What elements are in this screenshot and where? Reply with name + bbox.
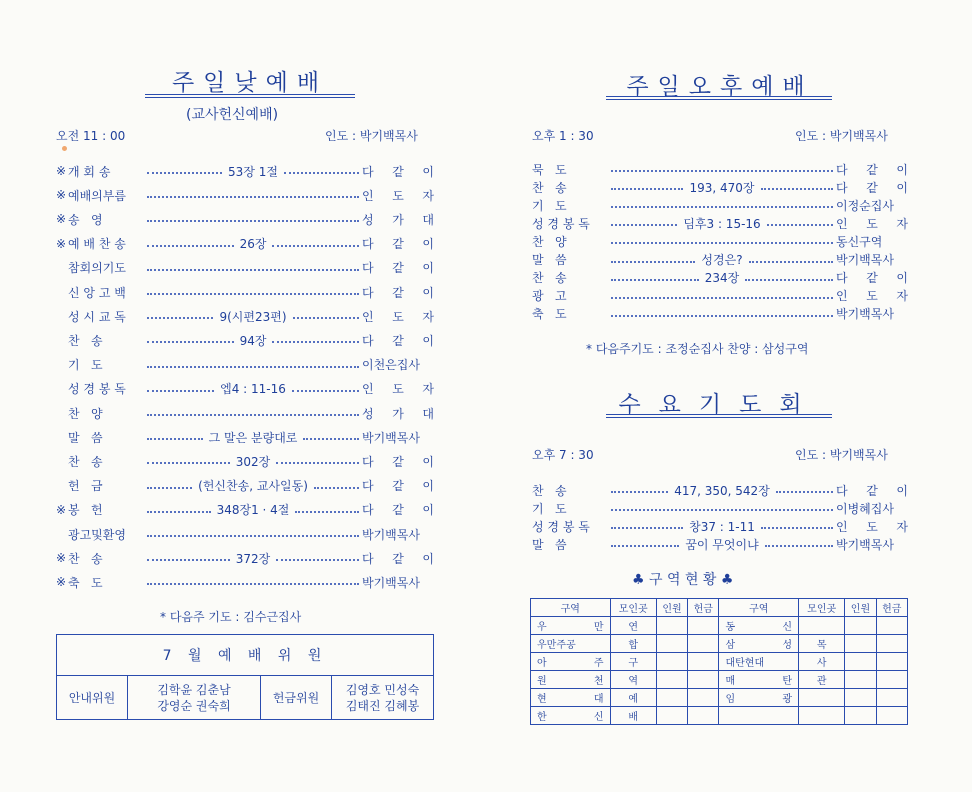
leader-dots xyxy=(761,527,833,529)
leader-dots xyxy=(147,293,359,295)
order-label: 찬 송 xyxy=(68,454,103,469)
order-label: 말 씀 xyxy=(532,537,567,552)
leader-dots xyxy=(147,196,359,198)
order-row xyxy=(56,549,434,567)
district-cell xyxy=(845,707,876,725)
pm-next-note: * 다음주기도 : 조정순집사 찬양 : 삼성구역 xyxy=(586,342,809,356)
leader-dots xyxy=(147,390,214,392)
leader-dots xyxy=(314,487,359,489)
order-label: 찬 송 xyxy=(68,333,103,348)
required-mark: ※ xyxy=(56,188,67,203)
order-label: 성 경 봉 독 xyxy=(532,519,590,534)
order-detail: (헌신찬송, 교사일동) xyxy=(198,479,308,494)
leader-dots xyxy=(147,317,213,319)
leader-dots xyxy=(147,269,359,271)
order-person: 다 같 이 xyxy=(362,261,434,276)
order-label: 찬 양 xyxy=(532,234,567,249)
order-person: 이병혜집사 xyxy=(836,501,894,516)
left-subtitle: (교사헌신예배) xyxy=(186,107,279,123)
leader-dots xyxy=(611,224,677,226)
order-row xyxy=(56,573,434,591)
order-person: 다 같 이 xyxy=(836,180,908,195)
district-cell: 목 xyxy=(799,635,845,653)
leader-dots xyxy=(303,438,359,440)
order-label: 예배의부름 xyxy=(68,188,126,203)
district-cell xyxy=(656,635,687,653)
wed-leader: 인도 : 박기백목사 xyxy=(795,448,888,462)
order-label: 헌 금 xyxy=(68,479,103,494)
order-label: 봉 헌 xyxy=(68,503,103,518)
order-label: 말 씀 xyxy=(532,253,567,267)
district-cell xyxy=(799,689,845,707)
district-cell xyxy=(656,617,687,635)
order-person: 박기백목사 xyxy=(362,575,420,590)
order-person: 이정순집사 xyxy=(836,198,894,213)
order-row xyxy=(56,525,434,543)
district-cell xyxy=(845,671,876,689)
order-detail: 417, 350, 542장 xyxy=(674,483,770,498)
committee-title: 7 월 예 배 위 원 xyxy=(57,635,434,676)
district-cell: 우 만 xyxy=(531,617,611,635)
order-row xyxy=(56,501,434,519)
order-label: 찬 송 xyxy=(532,483,567,498)
district-cell xyxy=(656,671,687,689)
order-person: 인 도 자 xyxy=(362,382,434,397)
order-row xyxy=(532,499,908,517)
district-cell: 배 xyxy=(610,707,656,725)
district-header-cell: 헌금 xyxy=(876,599,907,617)
required-mark: ※ xyxy=(56,212,67,227)
district-row xyxy=(531,671,908,689)
district-cell xyxy=(876,653,907,671)
order-label: 성 경 봉 독 xyxy=(532,216,590,231)
leader-dots xyxy=(611,315,833,317)
district-cell xyxy=(845,617,876,635)
order-detail: 348장1 · 4절 xyxy=(216,503,290,518)
offering-names xyxy=(332,676,434,720)
left-title: 주일낮예배 xyxy=(171,70,329,96)
district-cell xyxy=(845,635,876,653)
committee-table xyxy=(56,634,434,720)
order-label: 찬 송 xyxy=(532,271,567,286)
district-row xyxy=(531,635,908,653)
district-cell: 삼 성 xyxy=(719,635,799,653)
leader-dots xyxy=(611,509,833,511)
wed-title-underline xyxy=(606,414,832,418)
district-cell xyxy=(799,707,845,725)
order-label: 송 영 xyxy=(68,212,103,227)
order-detail: 234장 xyxy=(704,271,740,286)
district-cell: 아 주 xyxy=(531,653,611,671)
order-person: 다 같 이 xyxy=(836,271,908,286)
district-header-cell: 구역 xyxy=(531,599,611,617)
leader-dots xyxy=(147,535,359,537)
order-detail: 53장 1절 xyxy=(228,164,278,179)
order-label: 개 회 송 xyxy=(68,164,111,179)
order-row xyxy=(532,535,908,553)
district-cell xyxy=(719,707,799,725)
district-cell xyxy=(876,671,907,689)
leader-dots xyxy=(272,341,359,343)
left-next-prayer: * 다음주 기도 : 김수근집사 xyxy=(160,610,302,624)
wed-time: 오후 7 : 30 xyxy=(532,448,594,462)
order-label: 참회의기도 xyxy=(68,261,126,276)
usher-names-line1: 김학윤 김춘남 xyxy=(157,682,231,697)
order-row xyxy=(56,307,434,325)
order-label: 성 시 교 독 xyxy=(68,309,126,324)
order-person: 박기백목사 xyxy=(362,430,420,445)
order-detail: 꿈이 무엇이냐 xyxy=(685,537,759,552)
order-label: 기 도 xyxy=(532,501,567,516)
order-row xyxy=(56,186,434,204)
order-person: 박기백목사 xyxy=(362,527,420,542)
leader-dots xyxy=(749,261,833,263)
leader-dots xyxy=(147,341,234,343)
district-header-cell: 구역 xyxy=(719,599,799,617)
order-row xyxy=(56,477,434,495)
order-label: 광고및환영 xyxy=(68,527,126,542)
district-cell: 역 xyxy=(610,671,656,689)
district-cell: 사 xyxy=(799,653,845,671)
order-detail: 그 말은 분량대로 xyxy=(208,430,298,445)
leader-dots xyxy=(147,511,211,513)
order-row xyxy=(532,196,908,214)
order-person: 인 도 자 xyxy=(362,309,435,324)
district-cell xyxy=(845,653,876,671)
order-label: 묵 도 xyxy=(532,162,567,177)
leader-dots xyxy=(147,462,230,464)
leader-dots xyxy=(276,559,359,561)
district-cell xyxy=(845,689,876,707)
leader-dots xyxy=(295,511,359,513)
order-row xyxy=(56,331,434,349)
order-row xyxy=(532,481,908,499)
district-table xyxy=(530,598,908,725)
order-person: 다 같 이 xyxy=(362,333,434,348)
leader-dots xyxy=(276,462,359,464)
order-person: 다 같 이 xyxy=(362,164,434,179)
district-header-cell: 인원 xyxy=(656,599,687,617)
order-label: 광 고 xyxy=(532,289,567,304)
order-row xyxy=(532,232,908,250)
district-header-cell: 모인곳 xyxy=(799,599,845,617)
leader-dots xyxy=(765,545,833,547)
order-detail: 성경은? xyxy=(701,253,743,267)
district-cell xyxy=(688,689,719,707)
order-detail: 26장 xyxy=(239,237,267,252)
order-label: 기 도 xyxy=(532,198,567,213)
leader-dots xyxy=(147,245,234,247)
order-row xyxy=(532,305,908,323)
order-detail: 딤후3 : 15-16 xyxy=(683,216,761,231)
required-mark: ※ xyxy=(56,164,67,178)
district-cell: 원 천 xyxy=(531,671,611,689)
pm-time: 오후 1 : 30 xyxy=(532,129,594,143)
order-person: 이천은집사 xyxy=(362,358,420,373)
offering-label: 헌금위원 xyxy=(261,676,332,720)
left-title-underline xyxy=(145,94,355,98)
order-label: 말 씀 xyxy=(68,430,103,445)
order-row xyxy=(56,235,434,253)
required-mark: ※ xyxy=(56,502,67,517)
pm-leader: 인도 : 박기백목사 xyxy=(795,129,888,143)
order-row xyxy=(532,287,908,305)
order-person: 박기백목사 xyxy=(836,537,894,552)
district-cell: 한 신 xyxy=(531,707,611,725)
required-mark: ※ xyxy=(56,236,67,251)
order-detail: 94장 xyxy=(239,333,267,348)
district-cell: 연 xyxy=(610,617,656,635)
order-label: 찬 송 xyxy=(532,180,567,195)
leader-dots xyxy=(147,559,230,561)
district-cell: 매 탄 xyxy=(719,671,799,689)
district-cell: 우만주공 xyxy=(531,635,611,653)
order-person: 다 같 이 xyxy=(362,237,434,252)
district-cell xyxy=(688,653,719,671)
order-person: 인 도 자 xyxy=(836,289,908,304)
order-row xyxy=(56,162,434,180)
leader-dots xyxy=(761,188,833,190)
leader-dots xyxy=(611,491,668,493)
order-label: 성 경 봉 독 xyxy=(68,382,126,397)
leader-dots xyxy=(147,438,203,440)
order-row xyxy=(56,404,434,422)
leader-dots xyxy=(776,491,833,493)
leader-dots xyxy=(272,245,359,247)
order-label: 예 배 찬 송 xyxy=(68,237,126,252)
order-label: 찬 송 xyxy=(68,551,103,566)
order-person: 다 같 이 xyxy=(836,483,909,498)
left-leader: 인도 : 박기백목사 xyxy=(325,129,418,143)
district-cell xyxy=(688,617,719,635)
district-cell: 구 xyxy=(610,653,656,671)
leader-dots xyxy=(611,242,833,244)
usher-names xyxy=(128,676,261,720)
leader-dots xyxy=(745,279,833,281)
district-cell: 동 신 xyxy=(719,617,799,635)
district-cell xyxy=(688,635,719,653)
wed-title: 수요기도회 xyxy=(618,392,820,418)
leader-dots xyxy=(147,366,359,368)
leader-dots xyxy=(147,220,359,222)
order-detail: 193, 470장 xyxy=(689,180,755,195)
leader-dots xyxy=(284,172,359,174)
order-label: 축 도 xyxy=(68,575,103,590)
order-person: 인 도 자 xyxy=(362,188,434,203)
order-person: 인 도 자 xyxy=(836,216,908,231)
order-row xyxy=(56,259,434,277)
order-row xyxy=(56,428,434,446)
leader-dots xyxy=(147,414,359,416)
leader-dots xyxy=(147,583,359,585)
district-cell xyxy=(688,671,719,689)
order-detail: 창37 : 1-11 xyxy=(689,519,755,534)
leader-dots xyxy=(292,390,359,392)
order-detail: 엡4 : 11-16 xyxy=(220,382,286,397)
order-person: 다 같 이 xyxy=(362,454,434,469)
leader-dots xyxy=(147,172,222,174)
order-row xyxy=(56,380,434,398)
district-cell xyxy=(876,617,907,635)
district-row xyxy=(531,689,908,707)
order-label: 축 도 xyxy=(532,307,567,322)
order-person: 다 같 이 xyxy=(362,479,435,494)
leader-dots xyxy=(611,206,833,208)
district-cell xyxy=(656,689,687,707)
district-cell: 관 xyxy=(799,671,845,689)
order-person: 박기백목사 xyxy=(836,253,894,267)
leader-dots xyxy=(767,224,833,226)
district-row xyxy=(531,653,908,671)
district-header-row xyxy=(531,599,908,617)
district-cell: 임 광 xyxy=(719,689,799,707)
order-label: 기 도 xyxy=(68,358,103,373)
district-header-cell: 모인곳 xyxy=(610,599,656,617)
district-header-cell: 헌금 xyxy=(688,599,719,617)
district-cell: 합 xyxy=(610,635,656,653)
usher-names-line2: 강영순 권숙희 xyxy=(157,698,231,713)
leader-dots xyxy=(611,170,833,172)
district-title: ♣ 구 역 현 황 ♣ xyxy=(632,572,734,588)
order-row xyxy=(532,214,908,232)
district-row xyxy=(531,617,908,635)
usher-label: 안내위원 xyxy=(57,676,128,720)
order-row xyxy=(532,251,908,269)
order-row xyxy=(56,356,434,374)
order-row xyxy=(532,269,908,287)
district-cell xyxy=(688,707,719,725)
district-cell: 예 xyxy=(610,689,656,707)
order-row xyxy=(56,283,434,301)
left-time: 오전 11 : 00 xyxy=(56,129,126,143)
leader-dots xyxy=(147,487,192,489)
leader-dots xyxy=(611,545,679,547)
district-cell xyxy=(656,707,687,725)
required-mark: ※ xyxy=(56,575,67,590)
leader-dots xyxy=(611,188,683,190)
district-cell xyxy=(876,707,907,725)
district-row xyxy=(531,707,908,725)
offering-names-line2: 김태진 김혜봉 xyxy=(345,698,420,713)
pm-title: 주일오후예배 xyxy=(626,74,814,100)
pm-title-underline xyxy=(606,96,832,100)
order-label: 찬 양 xyxy=(68,406,103,421)
district-cell: 대탄현대 xyxy=(719,653,799,671)
order-person: 성 가 대 xyxy=(362,212,434,227)
order-person: 다 같 이 xyxy=(362,285,434,300)
order-person: 동신구역 xyxy=(836,234,883,249)
district-cell xyxy=(799,617,845,635)
leader-dots xyxy=(611,261,695,263)
order-person: 박기백목사 xyxy=(836,307,894,322)
order-detail: 9(시편23편) xyxy=(219,309,287,324)
district-cell: 현 대 xyxy=(531,689,611,707)
district-header-cell: 인원 xyxy=(845,599,876,617)
order-row xyxy=(532,517,908,535)
order-row xyxy=(532,178,908,196)
district-cell xyxy=(876,689,907,707)
district-cell xyxy=(876,635,907,653)
order-detail: 372장 xyxy=(235,551,271,566)
order-person: 인 도 자 xyxy=(836,519,908,534)
required-mark: ※ xyxy=(56,551,67,566)
order-person: 다 같 이 xyxy=(836,162,908,177)
offering-names-line1: 김영호 민성숙 xyxy=(345,682,420,697)
order-row xyxy=(56,452,434,470)
district-cell xyxy=(656,653,687,671)
order-person: 성 가 대 xyxy=(362,406,434,421)
leader-dots xyxy=(611,279,699,281)
order-row xyxy=(532,160,908,178)
leader-dots xyxy=(611,527,683,529)
order-person: 다 같 이 xyxy=(362,503,434,518)
order-person: 다 같 이 xyxy=(362,551,434,566)
stain-dot xyxy=(62,146,67,151)
order-label: 신 앙 고 백 xyxy=(68,285,126,300)
order-row xyxy=(56,210,434,228)
order-detail: 302장 xyxy=(235,454,271,469)
leader-dots xyxy=(611,297,833,299)
leader-dots xyxy=(293,317,359,319)
